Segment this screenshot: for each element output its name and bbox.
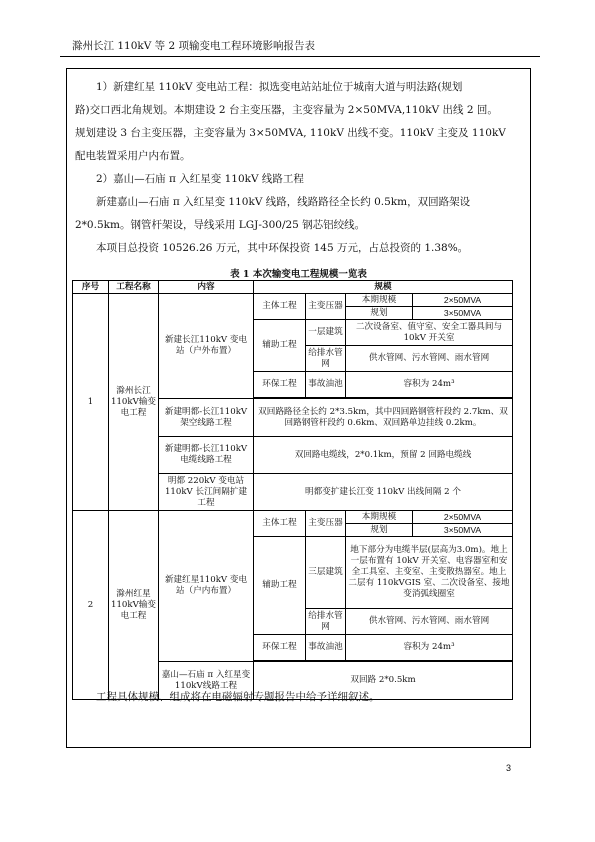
aux-eng-cell: 辅助工程 bbox=[254, 320, 306, 372]
row2-sub1: 新建红星110kV 变电站（户内布置） bbox=[159, 511, 254, 662]
para3-line2: 2*0.5km。钢管杆架设，导线采用 LGJ-300/25 钢芯铝绞线。 bbox=[75, 219, 366, 231]
oil-cell: 事故油池 bbox=[306, 372, 346, 398]
p2-building-cell: 三层建筑 bbox=[306, 537, 346, 609]
page-number: 3 bbox=[506, 763, 512, 773]
row1-sub4: 明都 220kV 变电站110kV 长江间隔扩建工程 bbox=[159, 474, 254, 511]
table-caption: 表 1 本次输变电工程规模一览表 bbox=[230, 269, 367, 280]
th-name: 工程名称 bbox=[109, 281, 159, 294]
row1-sub3: 新建明都-长江110kV 电缆线路工程 bbox=[159, 437, 254, 474]
row2-sub2: 嘉山—石庙 π 入红星变 110kV线路工程 bbox=[159, 662, 254, 700]
this-phase-cell-2: 本期规模 bbox=[346, 511, 413, 524]
row1-sub2: 新建明都-长江110kV 架空线路工程 bbox=[159, 399, 254, 437]
row1-sub4-desc: 明都变扩建长江变 110kV 出线间隔 2 个 bbox=[254, 474, 513, 511]
p1-building-cell: 一层建筑 bbox=[306, 320, 346, 346]
closing-paragraph: 工程具体规模、组成将在电磁辐射专题报告中给予详细叙述。 bbox=[96, 691, 380, 703]
drain-desc-2: 供水管网、污水管网、雨水管网 bbox=[346, 609, 513, 635]
row1-name: 滁州长江110kV输变电工程 bbox=[109, 294, 159, 511]
row1-sub1: 新建长江110kV 变电站（户外布置） bbox=[159, 294, 254, 399]
para1-line1: 1）新建红星 110kV 变电站工程：拟选变电站站址位于城南大道与明法路(规划 bbox=[96, 81, 463, 93]
para2: 2）嘉山—石庙 π 入红星变 110kV 线路工程 bbox=[96, 173, 304, 185]
p1-building-desc: 二次设备室、值守室、安全工器具间与 10kV 开关室 bbox=[346, 320, 513, 346]
row2-no: 2 bbox=[73, 511, 109, 700]
aux-eng-cell-2: 辅助工程 bbox=[254, 537, 306, 635]
row2-sub2-desc: 双回路 2*0.5km bbox=[254, 662, 513, 700]
para1-line2: 路)交口西北角规划。本期建设 2 台主变压器，主变容量为 2×50MVA,110kV 出线 2 回。 bbox=[75, 104, 498, 116]
para3-line1: 新建嘉山—石庙 π 入红星变 110kV 线路，线路路径全长约 0.5km，双回路架设 bbox=[96, 196, 471, 208]
main-eng-cell: 主体工程 bbox=[254, 294, 306, 320]
oil-cell-2: 事故油池 bbox=[306, 635, 346, 661]
header-rule bbox=[60, 56, 540, 57]
planned-cell-2: 规划 bbox=[346, 524, 413, 537]
drain-cell: 给排水管网 bbox=[306, 346, 346, 372]
project-scale-table bbox=[72, 280, 513, 700]
planned-value-2: 3×50MVA bbox=[413, 524, 513, 537]
env-eng-cell: 环保工程 bbox=[254, 372, 306, 398]
transformer-cell-2: 主变压器 bbox=[306, 511, 346, 537]
row2-name: 滁州红星110kV输变电工程 bbox=[109, 511, 159, 700]
page-header: 滁州长江 110kV 等 2 项输变电工程环境影响报告表 bbox=[72, 40, 316, 52]
row1-sub2-desc: 双回路路径全长约 2*3.5km，其中四回路钢管杆段约 2.7km、双回路钢管杆段约 0.6km、双回路单边挂线 0.2km。 bbox=[254, 399, 513, 437]
env-eng-cell-2: 环保工程 bbox=[254, 635, 306, 661]
row1-no: 1 bbox=[73, 294, 109, 511]
this-phase-cell: 本期规模 bbox=[346, 294, 413, 307]
para4: 本项目总投资 10526.26 万元，其中环保投资 145 万元，占总投资的 1.38%。 bbox=[96, 242, 469, 254]
p2-building-desc: 地下部分为电缆半层(层高为3.0m)。地上一层布置有 10kV 开关室、电容器室和安全工具室、主变室、主变散热器室。地上二层有 110kVGIS 室、二次设备室、接地变消弧线圈室 bbox=[346, 537, 513, 609]
th-no: 序号 bbox=[73, 281, 109, 294]
oil-value-2: 容积为 24m³ bbox=[346, 635, 513, 661]
row1-sub3-desc: 双回路电缆线，2*0.1km，预留 2 回路电缆线 bbox=[254, 437, 513, 474]
para1-line3: 规划建设 3 台主变压器，主变容量为 3×50MVA, 110kV 出线不变。110kV 主变及 110kV bbox=[75, 127, 506, 139]
drain-cell-2: 给排水管网 bbox=[306, 609, 346, 635]
para1-line4: 配电装置采用户内布置。 bbox=[75, 150, 191, 162]
this-phase-value-2: 2×50MVA bbox=[413, 511, 513, 524]
planned-cell: 规划 bbox=[346, 307, 413, 320]
planned-value: 3×50MVA bbox=[413, 307, 513, 320]
th-scale: 规模 bbox=[254, 281, 513, 294]
main-eng-cell-2: 主体工程 bbox=[254, 511, 306, 537]
th-content: 内容 bbox=[159, 281, 254, 294]
drain-desc: 供水管网、污水管网、雨水管网 bbox=[346, 346, 513, 372]
oil-value: 容积为 24m³ bbox=[346, 372, 513, 398]
this-phase-value: 2×50MVA bbox=[413, 294, 513, 307]
transformer-cell: 主变压器 bbox=[306, 294, 346, 320]
